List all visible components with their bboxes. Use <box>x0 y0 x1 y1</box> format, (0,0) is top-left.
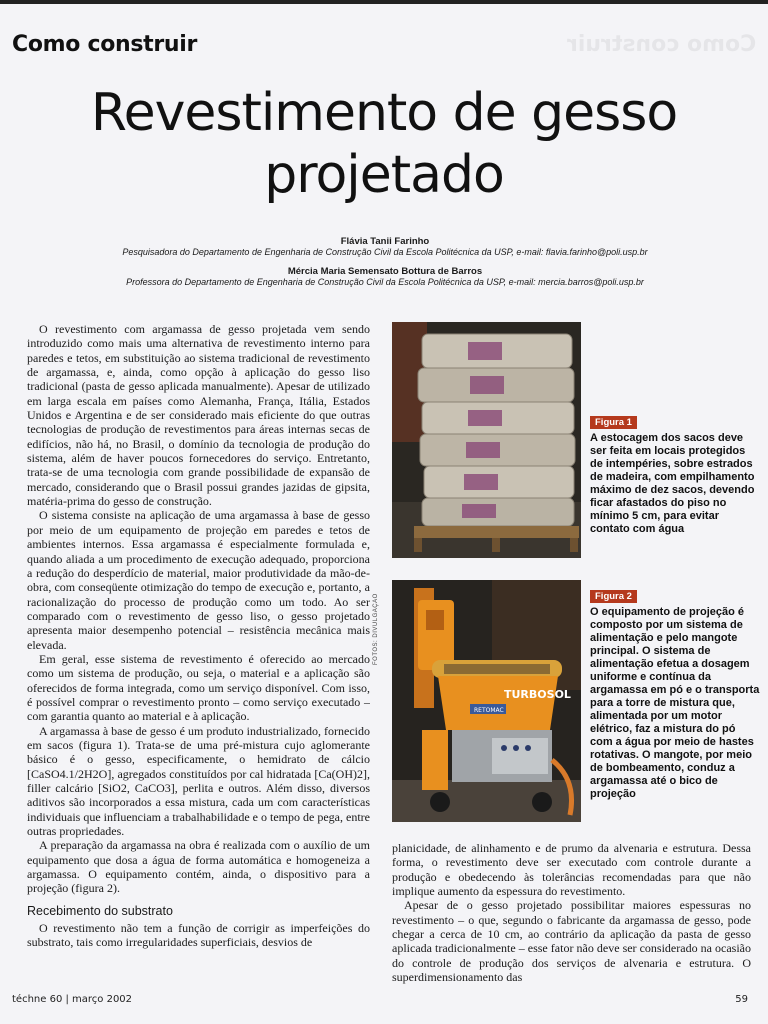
paragraph: O revestimento com argamassa de gesso projetada vem sendo introduzido como mais uma alternativa de revestimento interno para paredes e tetos, em substituição ao sistema tradicional de revestimento de argamassa, e, ainda, como opção à aplicação do gesso liso tradicional (pasta de gesso aplicada manualmente). Apesar de utilizado em larga escala em países como Alemanha, França, Itália, Estados Unidos e Argentina e de ser considerado mais eficiente do que outras tecnologias de produção de revestimentos para áreas internas secas de edifícios, não há, no Brasil, o domínio da tecnologia de produção do sistema, além de haver poucos fornecedores do serviço. Entretanto, trata-se de uma tecnologia com grande possibilidade de expansão de mercado, considerando que o Brasil possui grandes jazidas de gipsita, matéria-prima do gesso de construção. <box>27 322 370 509</box>
title-line-2: projetado <box>264 145 504 205</box>
authors-block <box>40 236 730 296</box>
photo-credit: FOTOS: DIVULGAÇÃO <box>373 593 379 665</box>
page-number: 59 <box>735 994 748 1005</box>
author-affiliation: Pesquisadora do Departamento de Engenharia de Construção Civil da Escola Politécnica da USP, e-mail: flavia.farinho@poli.usp.br <box>122 247 648 257</box>
stacked-sacks-illustration <box>392 322 581 558</box>
subheading: Recebimento do substrato <box>27 903 173 918</box>
article-title <box>0 82 768 206</box>
machine-tag-text: RETOMAC <box>474 707 504 714</box>
machine-brand-text: TURBOSOL <box>504 688 571 701</box>
paragraph: A preparação da argamassa na obra é realizada com o auxílio de um equipamento que dosa a água de forma automática e homogeneiza a argamassa. O equipamento contém, ainda, o dispositivo para a projeção (figura 2). <box>27 838 370 896</box>
title-line-1: Revestimento de gesso <box>90 83 678 143</box>
paragraph: O revestimento não tem a função de corrigir as imperfeições do substrato, tais como irregularidades superficiais, desvios de <box>27 921 370 950</box>
footer-issue: téchne 60 | março 2002 <box>12 994 133 1005</box>
figure-1-caption <box>590 412 760 536</box>
figure-1-label: Figura 1 <box>590 416 637 429</box>
figure-2-caption <box>590 586 760 801</box>
figure-1-caption-text: A estocagem dos sacos deve ser feita em locais protegidos de intempéries, sobre estrados de madeira, com empilhamento máximo de dez sacos, devendo ficar afastados do piso no mínimo 5 cm, para evitar contato com água <box>590 432 755 535</box>
author-name: Mércia Maria Semensato Bottura de Barros <box>287 266 483 277</box>
paragraph: Em geral, esse sistema de revestimento é oferecido ao mercado como um sistema de produção, ou seja, o material e a aplicação são oferecidos de forma integrada, como um serviço disponível. Com isso, é possível comprar o revestimento pronto – como serviço executado – com garantia quanto ao material e à aplicação. <box>27 651 370 724</box>
paragraph: Apesar de o gesso projetado possibilitar maiores espessuras no revestimento – o que, segundo o fabricante da argamassa de gesso, pode chegar a cerca de 10 cm, ao contrário da aplicação da pasta de gesso aplicada tradicionalmente – esse fator não deve ser considerado na ocasião do controle de produção dos serviços de alvenaria e estrutura. O superdimensionamento das <box>392 898 751 985</box>
bleed-through-label: Como construir <box>566 32 756 57</box>
figure-2-photo <box>392 580 581 822</box>
paragraph: planicidade, de alinhamento e de prumo da alvenaria e estrutura. Dessa forma, o revestimento deve ser executado com controle durante a produção e obedecendo às tolerâncias recomendadas para que não implique aumento da espessura do revestimento. <box>392 841 751 899</box>
projection-machine-illustration <box>392 580 581 822</box>
top-border <box>0 0 768 4</box>
author-name: Flávia Tanii Farinho <box>340 236 430 247</box>
figure-2-label: Figura 2 <box>590 590 637 603</box>
figure-1-photo <box>392 322 581 558</box>
section-label: Como construir <box>12 32 198 57</box>
left-column <box>27 322 370 987</box>
paragraph: O sistema consiste na aplicação de uma argamassa à base de gesso por meio de um equipamento de projeção em paredes e tetos de ambientes internos. Essa argamassa é especialmente formulada e, quando aliada a um procedimento de execução adequado, proporciona a redução do desperdício de material, maior produtividade da mão-de-obra, com conseqüente otimização do tempo de execução e, portanto, a racionalização do processo de produção como um todo. Ao ser comparado com o revestimento de gesso liso, o gesso projetado apresenta maior desempenho potencial – resistência mecânica mais elevada. <box>27 508 370 652</box>
author-affiliation: Professora do Departamento de Engenharia de Construção Civil da Escola Politécnica da USP, e-mail: mercia.barros@poli.usp.br <box>126 277 644 287</box>
paragraph: A argamassa à base de gesso é um produto industrializado, fornecido em sacos (figura 1). Trata-se de uma pré-mistura cujo aglomerante básico é o gesso, especificamente, o hemidrato de cálcio [CaSO4.1/2H2O], agregados constituídos por cal hidratada [Ca(OH)2], filler calcário [SiO2, CaCO3], perlita e outros. Além disso, diversos aditivos são incorporados a essa mistura, cada um com características individuais que influenciam a trabalhabilidade e o tempo de pega, entre outras propriedades. <box>27 723 370 839</box>
right-column <box>392 841 751 987</box>
figure-2-caption-text: O equipamento de projeção é composto por um sistema de alimentação e pelo mangote principal. O sistema de alimentação efetua a dosagem uniforme e contínua da argamassa em pó e o transporta para a torre de mistura que, alimentada por um motor elétrico, faz a mistura do pó com a água por meio de hastes rotativas. O mangote, por meio de bombeamento, conduz a argamassa até o bico de projeção <box>590 606 760 800</box>
